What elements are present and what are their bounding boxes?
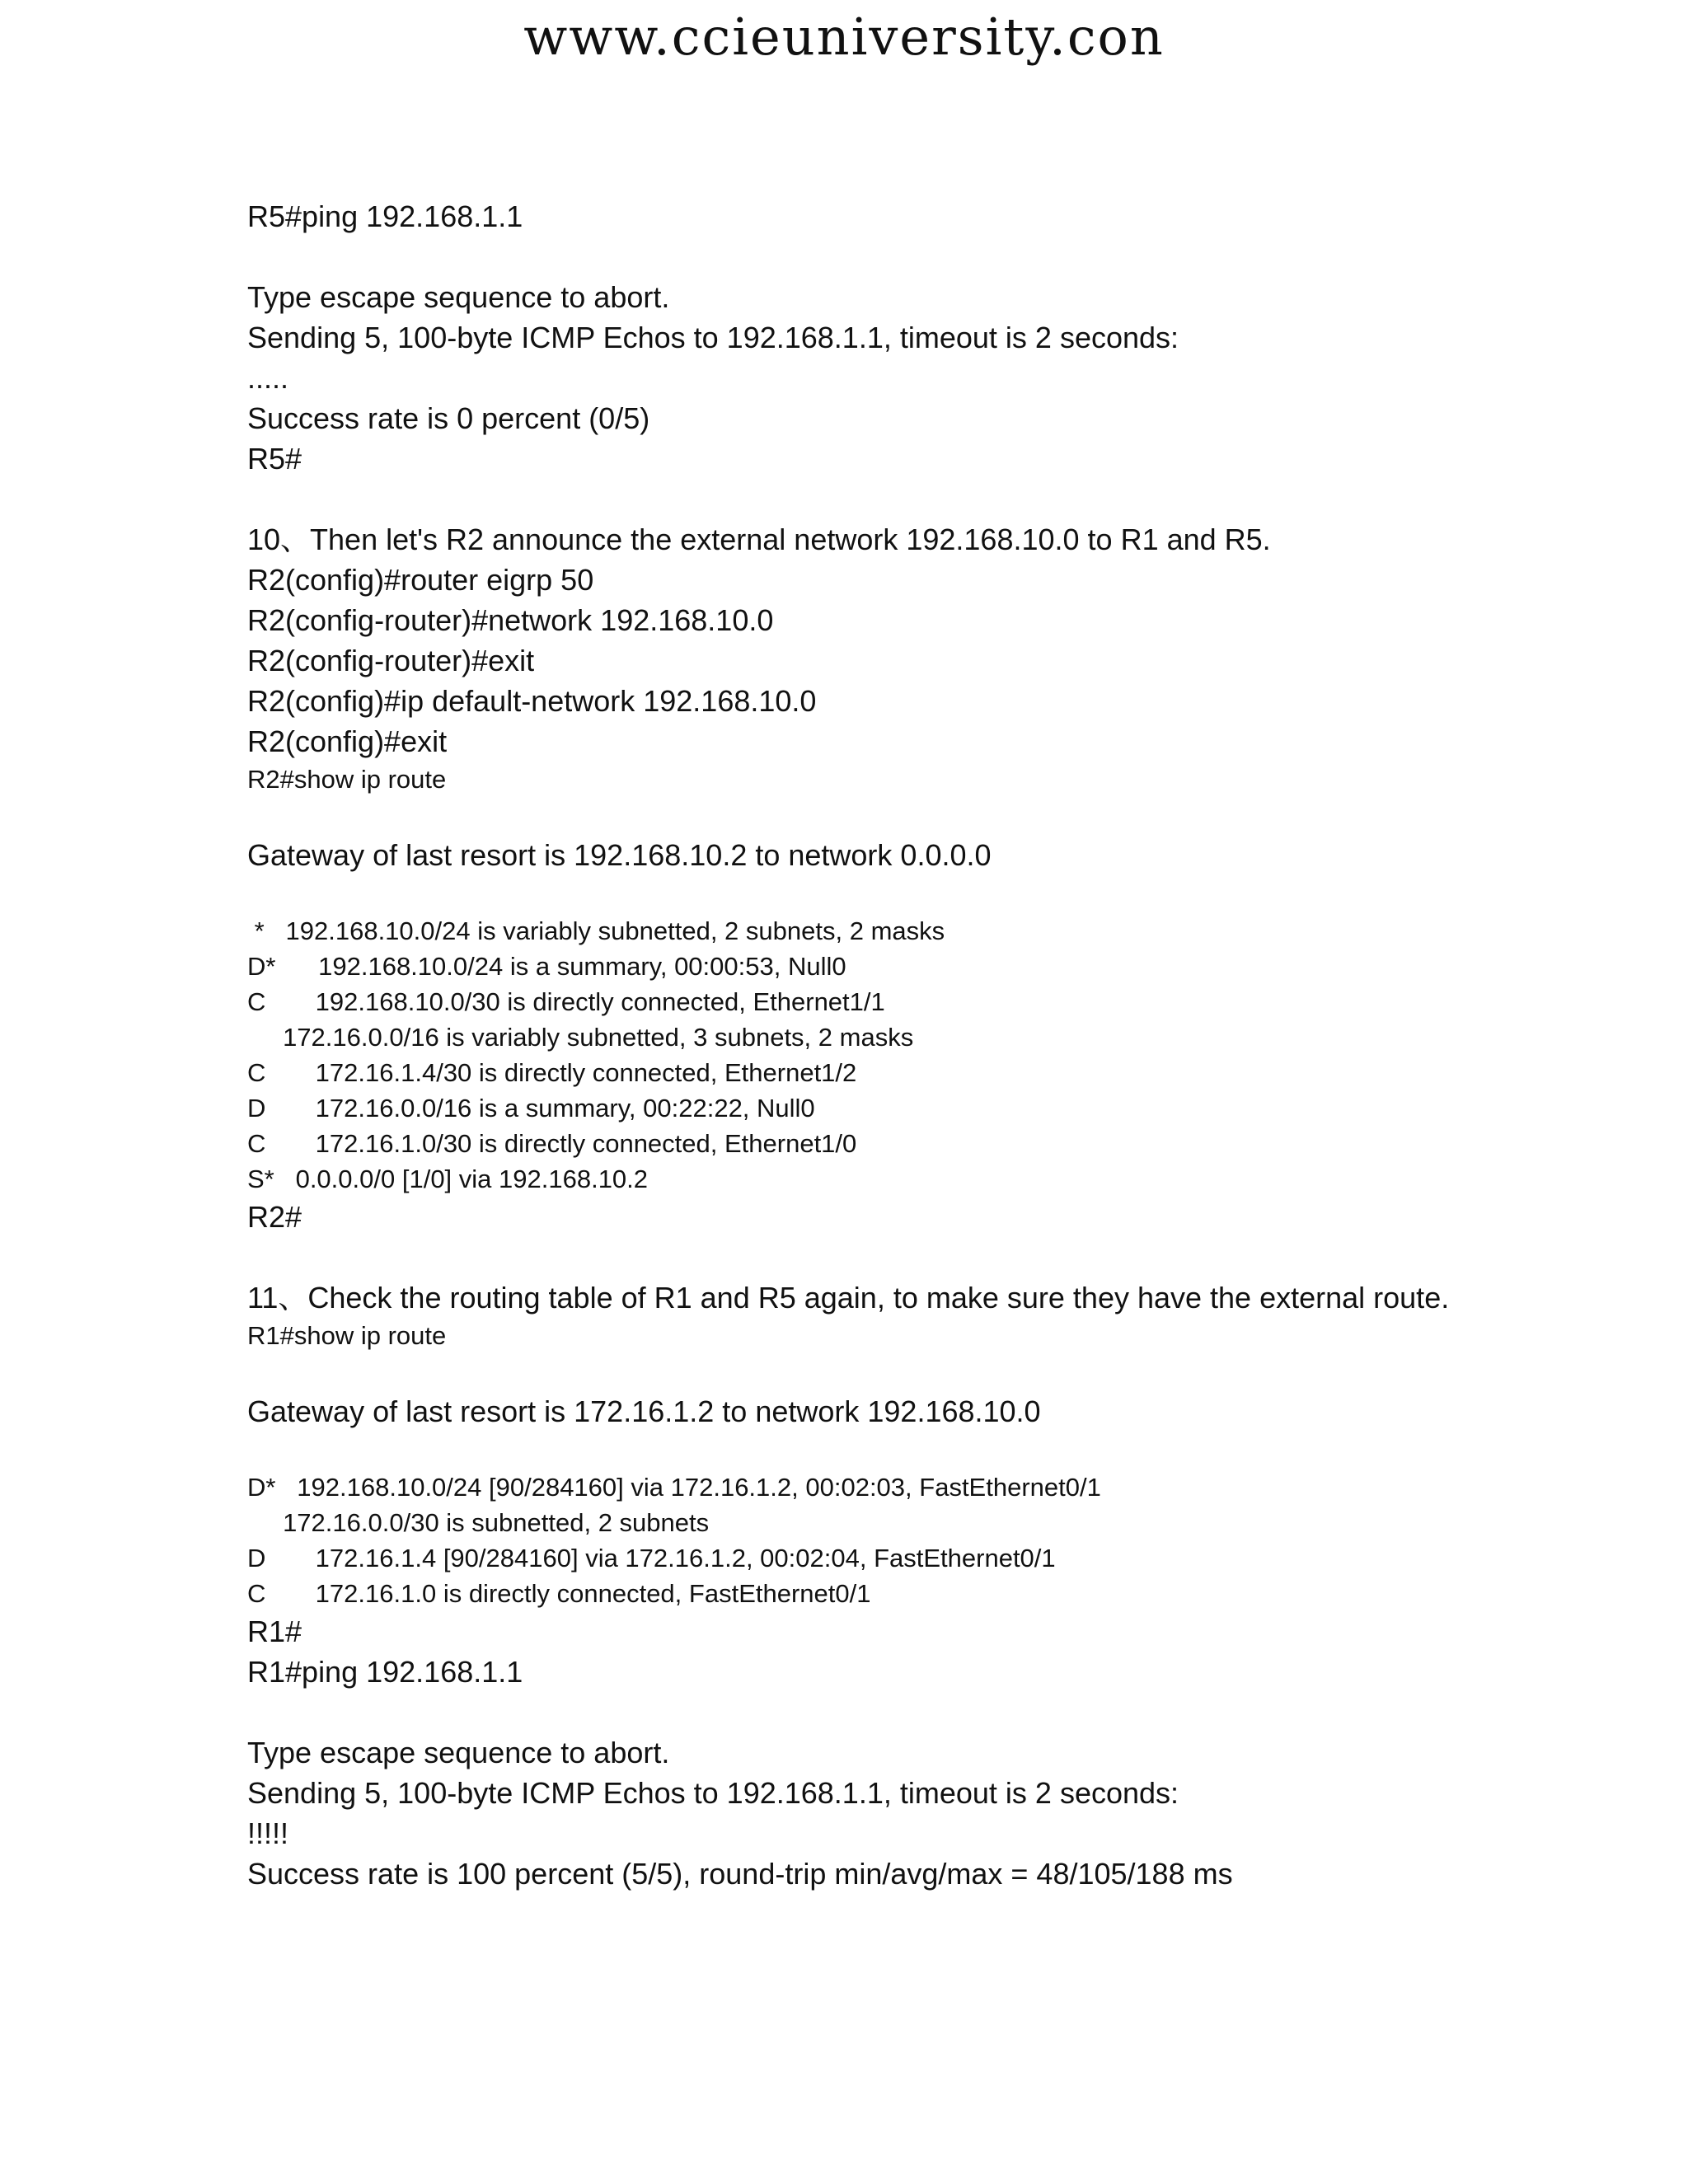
site-watermark-header: www.ccieuniversity.con [523,7,1165,67]
r2-route-entry: 172.16.0.0/16 is variably subnetted, 3 subnets, 2 masks [247,1023,914,1052]
r2-command: R2(config-router)#exit [247,644,535,677]
blank-line [247,237,1484,277]
r2-prompt: R2# [247,1200,302,1234]
r1-sending-line: Sending 5, 100-byte ICMP Echos to 192.168.1.1, timeout is 2 seconds: [247,1776,1179,1810]
r1-route-entry: D 172.16.1.4 [90/284160] via 172.16.1.2, 00:02:04, FastEthernet0/1 [247,1544,1056,1572]
r2-route-entry: D 172.16.0.0/16 is a summary, 00:22:22, Null0 [247,1094,815,1122]
r1-success-rate: Success rate is 100 percent (5/5), round-trip min/avg/max = 48/105/188 ms [247,1857,1233,1891]
r2-route-entry: D* 192.168.10.0/24 is a summary, 00:00:53, Null0 [247,952,846,981]
r1-route-entry: 172.16.0.0/30 is subnetted, 2 subnets [247,1508,710,1537]
r5-sending-line: Sending 5, 100-byte ICMP Echos to 192.168.1.1, timeout is 2 seconds: [247,321,1179,354]
blank-line [247,479,1484,519]
r2-route-entry: * 192.168.10.0/24 is variably subnetted, 2 subnets, 2 masks [247,916,945,945]
r1-route-entry: C 172.16.1.0 is directly connected, FastEthernet0/1 [247,1579,871,1608]
blank-line [247,797,1484,835]
r2-route-entry: S* 0.0.0.0/0 [1/0] via 192.168.10.2 [247,1165,649,1193]
blank-line [247,1692,1484,1732]
r5-ping-command: R5#ping 192.168.1.1 [247,199,523,233]
r5-prompt: R5# [247,442,302,476]
blank-line [247,1237,1484,1277]
r1-ping-result-marks: !!!!! [247,1816,289,1850]
r2-gateway-of-last-resort: Gateway of last resort is 192.168.10.2 to network 0.0.0.0 [247,838,992,872]
r5-success-rate: Success rate is 0 percent (0/5) [247,401,650,435]
blank-line [247,1353,1484,1391]
r1-escape-note: Type escape sequence to abort. [247,1736,670,1769]
r1-ping-command: R1#ping 192.168.1.1 [247,1655,523,1689]
r2-command: R2(config-router)#network 192.168.10.0 [247,603,774,637]
r2-command: R2(config)#router eigrp 50 [247,563,594,597]
blank-line [247,1432,1484,1469]
document-body [247,196,1484,1894]
r2-command: R2(config)#exit [247,724,448,758]
r5-ping-result-dots: ..... [247,361,289,395]
r1-prompt: R1# [247,1615,302,1648]
r2-command: R2(config)#ip default-network 192.168.10.0 [247,684,817,718]
r2-route-entry: C 192.168.10.0/30 is directly connected, Ethernet1/1 [247,987,885,1016]
r2-route-entry: C 172.16.1.0/30 is directly connected, Ethernet1/0 [247,1129,857,1158]
r2-show-ip-route: R2#show ip route [247,765,447,794]
step-11-heading: 11、Check the routing table of R1 and R5 again, to make sure they have the external route. [247,1281,1450,1315]
r2-route-entry: C 172.16.1.4/30 is directly connected, Ethernet1/2 [247,1058,857,1087]
r1-gateway-of-last-resort: Gateway of last resort is 172.16.1.2 to network 192.168.10.0 [247,1394,1041,1428]
blank-line [247,875,1484,913]
r1-route-entry: D* 192.168.10.0/24 [90/284160] via 172.16.1.2, 00:02:03, FastEthernet0/1 [247,1473,1101,1502]
step-10-heading: 10、Then let's R2 announce the external network 192.168.10.0 to R1 and R5. [247,523,1271,556]
r1-show-ip-route: R1#show ip route [247,1321,447,1350]
r5-escape-note: Type escape sequence to abort. [247,280,670,314]
